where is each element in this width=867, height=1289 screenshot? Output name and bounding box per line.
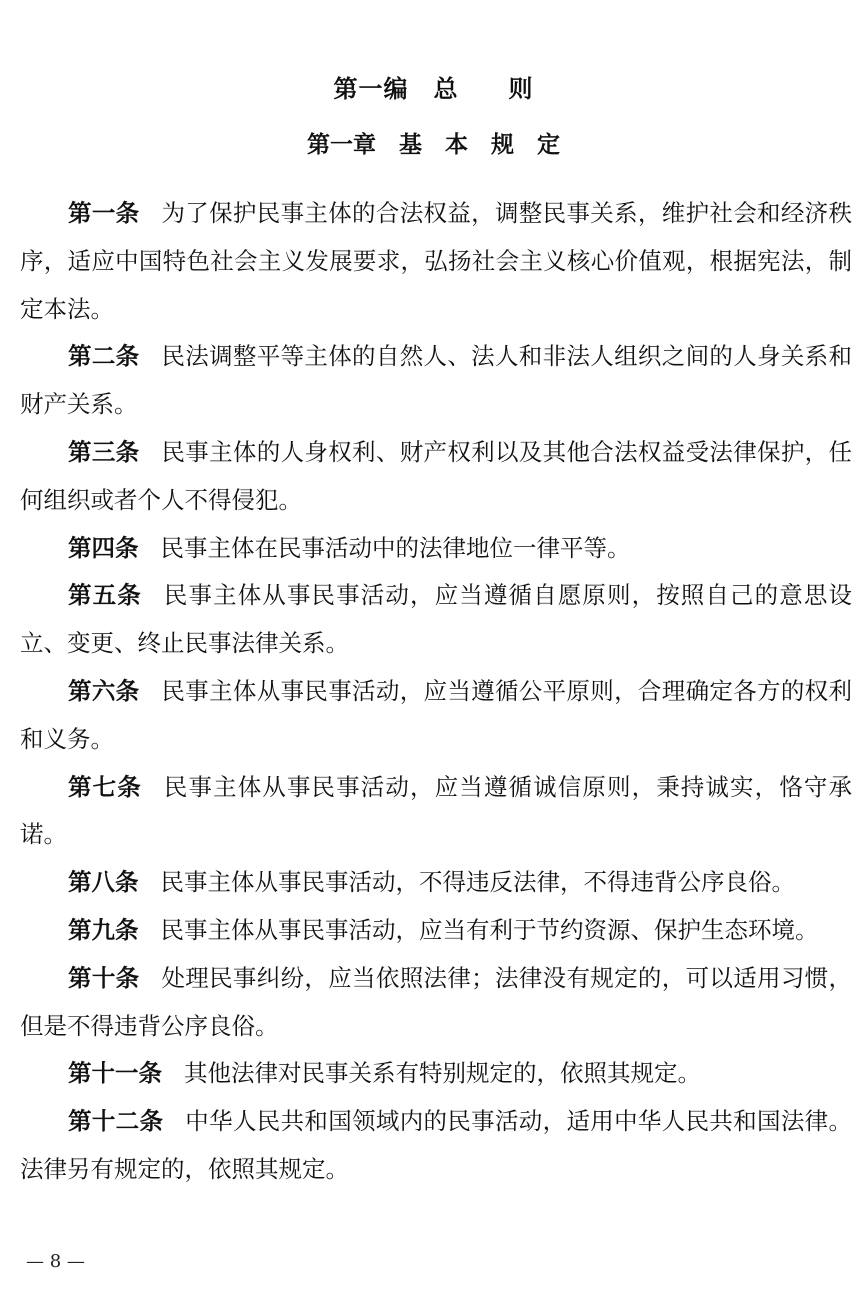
article-text: 其他法律对民事关系有特别规定的，依照其规定。 (184, 1059, 701, 1088)
article-number: 第四条 (68, 533, 139, 562)
article-1 (20, 190, 852, 333)
article-text: 民事主体从事民事活动，应当有利于节约资源、保护生态环境。 (160, 915, 819, 944)
article-2 (20, 333, 852, 429)
article-number: 第十条 (68, 963, 140, 992)
article-text: 处理民事纠纷，应当依照法律；法律没有规定的，可以适用习惯，但是不得违背公序良俗。 (20, 963, 853, 1040)
article-number: 第十二条 (68, 1107, 164, 1136)
article-text: 民事主体的人身权利、财产权利以及其他合法权益受法律保护，任何组织或者个人不得侵犯。 (20, 437, 853, 514)
article-9 (20, 907, 852, 955)
article-text: 民事主体从事民事活动，不得违反法律，不得违背公序良俗。 (160, 868, 795, 897)
article-text: 民事主体从事民事活动，应当遵循自愿原则，按照自己的意思设立、变更、终止民事法律关系。 (20, 581, 853, 658)
article-number: 第六条 (68, 676, 140, 705)
article-number: 第二条 (68, 342, 140, 371)
article-number: 第九条 (68, 915, 139, 944)
article-11 (20, 1050, 852, 1098)
article-10 (20, 955, 852, 1051)
article-7 (20, 764, 852, 860)
article-6 (20, 668, 852, 764)
article-number: 第十一条 (68, 1059, 162, 1088)
article-number: 第八条 (68, 868, 139, 897)
article-12 (20, 1098, 852, 1194)
article-text: 中华人民共和国领域内的民事活动，适用中华人民共和国法律。法律另有规定的，依照其规定。 (20, 1107, 853, 1183)
article-text: 为了保护民事主体的合法权益，调整民事关系，维护社会和经济秩序，适应中国特色社会主义发展要求，弘扬社会主义核心价值观，根据宪法，制定本法。 (20, 199, 853, 323)
article-list (20, 190, 852, 1194)
article-number: 第五条 (68, 581, 142, 610)
article-4 (20, 525, 852, 573)
article-text: 民事主体从事民事活动，应当遵循公平原则，合理确定各方的权利和义务。 (20, 676, 853, 753)
article-8 (20, 859, 852, 907)
article-number: 第七条 (68, 772, 142, 801)
article-text: 民事主体在民事活动中的法律地位一律平等。 (160, 533, 631, 562)
article-number: 第三条 (68, 437, 140, 466)
article-text: 民法调整平等主体的自然人、法人和非法人组织之间的人身关系和财产关系。 (20, 342, 853, 419)
page-number: — 8 — (26, 1251, 85, 1272)
chapter-title: 第一章 基 本 规 定 (307, 132, 560, 158)
article-number: 第一条 (68, 199, 140, 227)
article-5 (20, 572, 852, 668)
article-text: 民事主体从事民事活动，应当遵循诚信原则，秉持诚实，恪守承诺。 (20, 772, 853, 849)
article-3 (20, 429, 852, 525)
part-title: 第一编 总 则 (333, 75, 534, 103)
